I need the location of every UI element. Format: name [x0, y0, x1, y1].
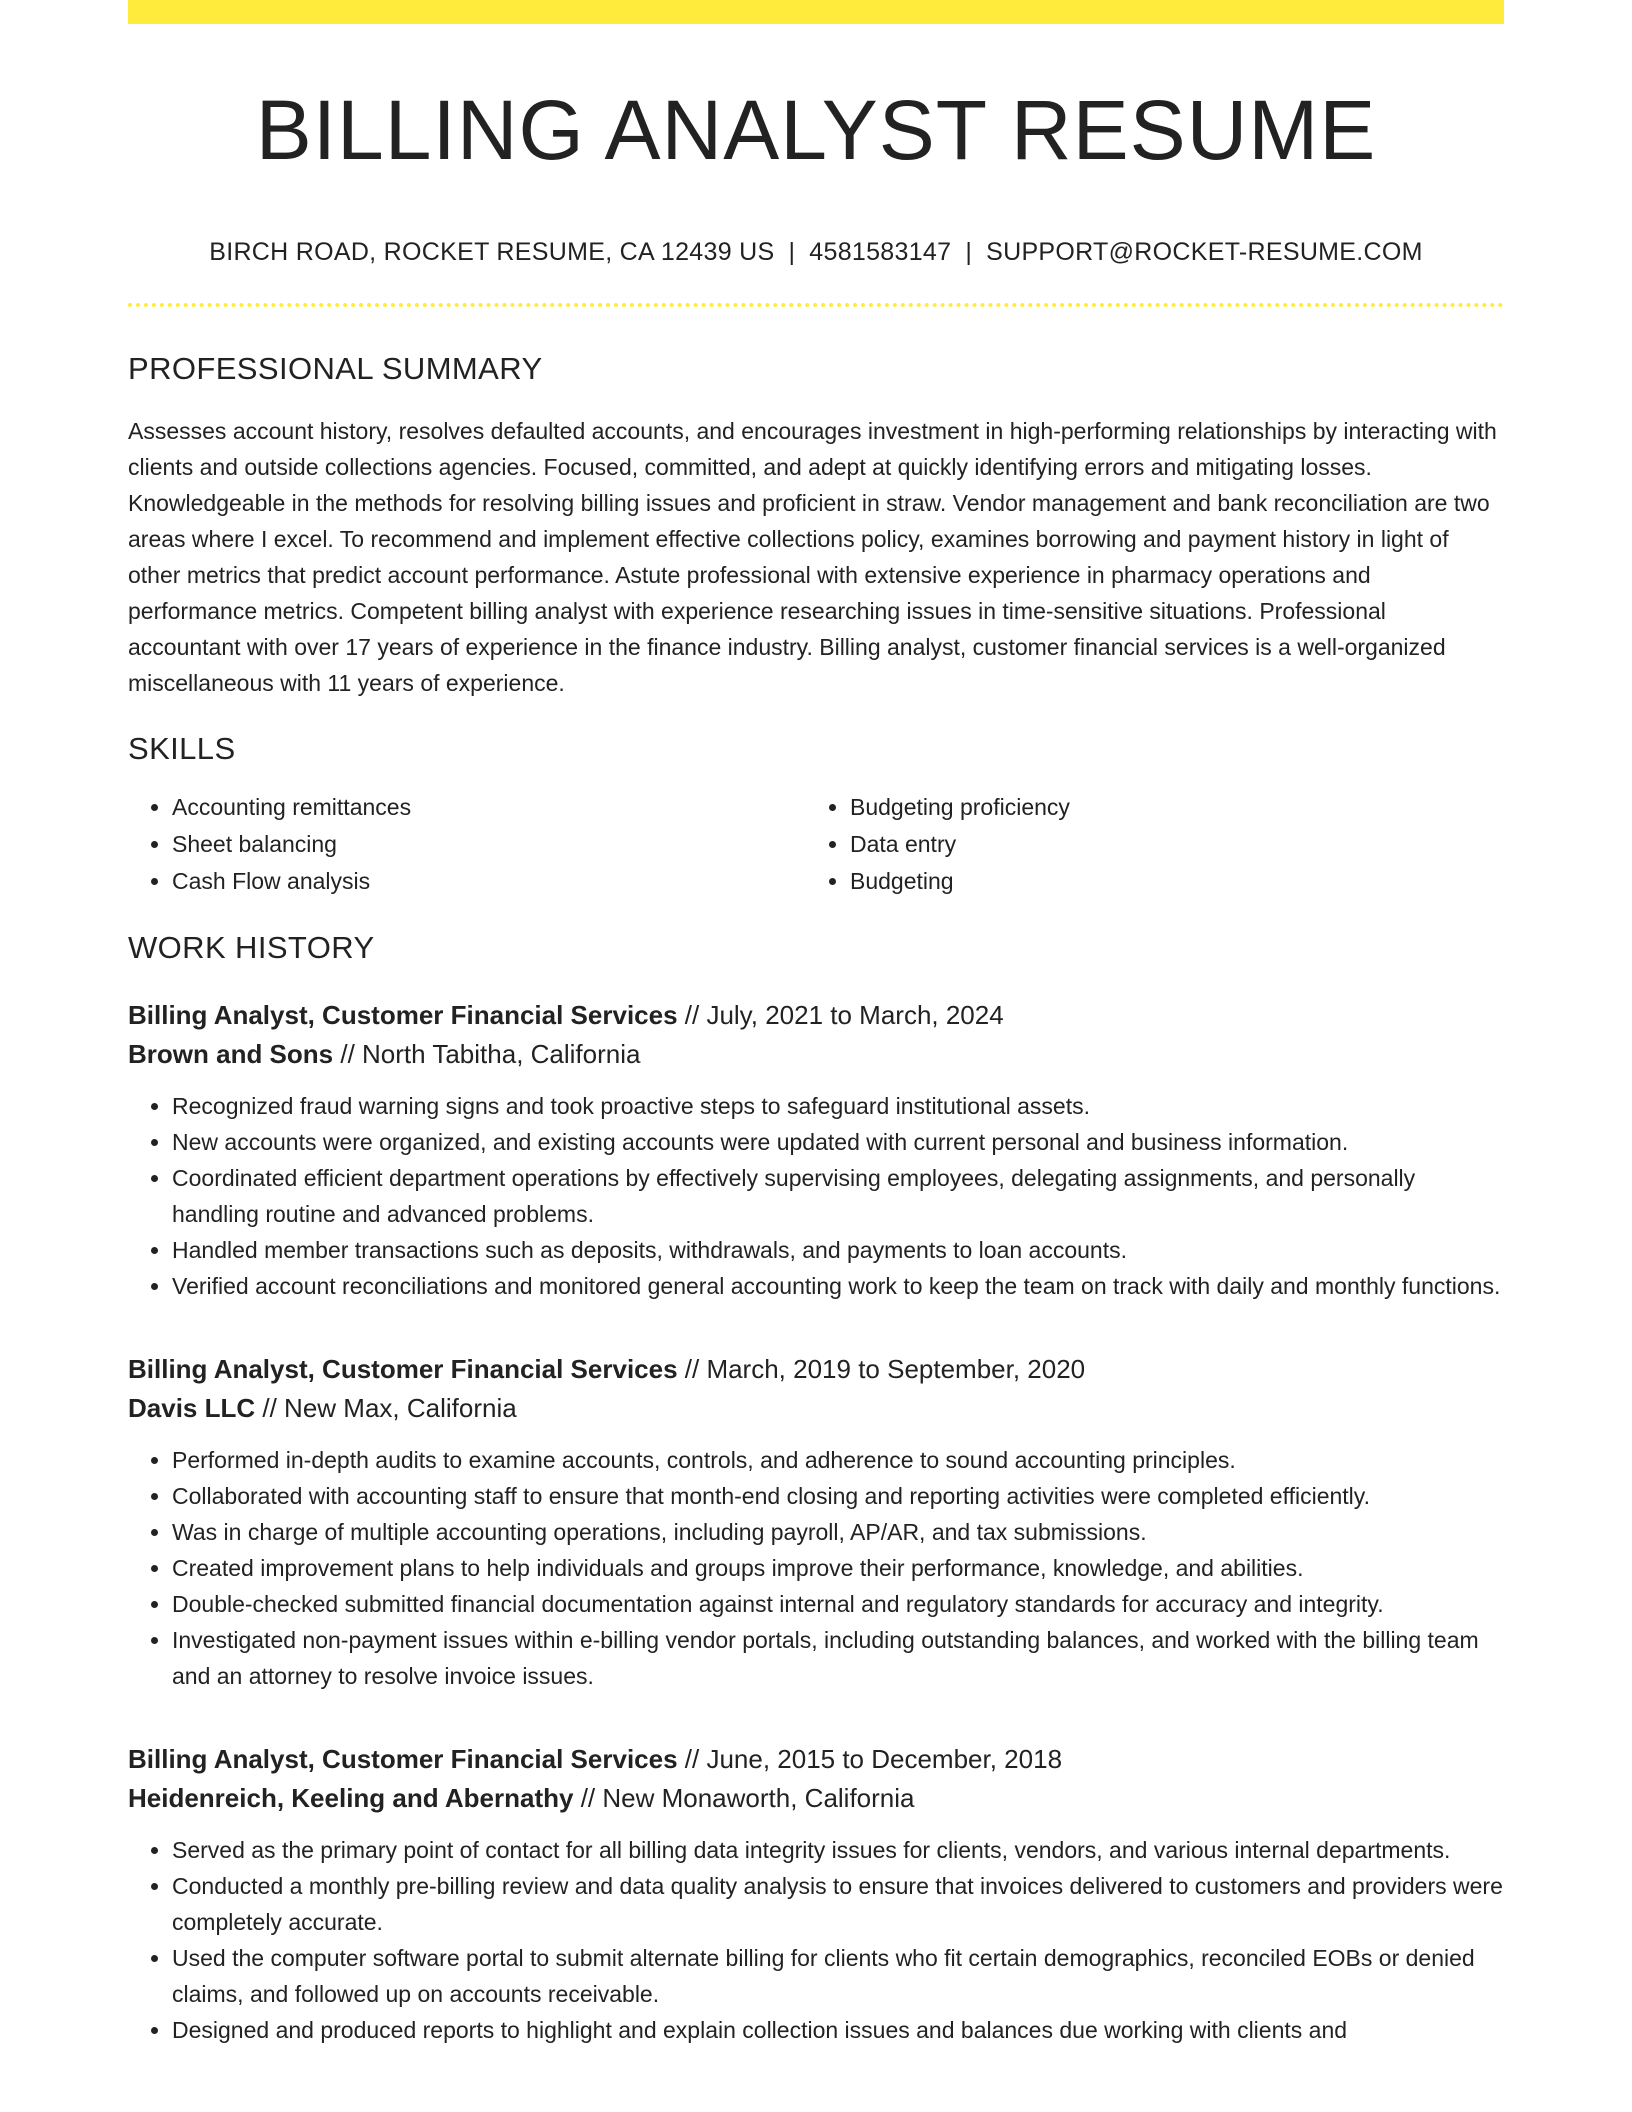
- skill-item: • Cash Flow analysis: [172, 863, 806, 900]
- job-company: Heidenreich, Keeling and Abernathy: [128, 1783, 574, 1814]
- job-bullet: • Was in charge of multiple accounting operations, including payroll, AP/AR, and tax submissions.: [172, 1514, 1504, 1550]
- skill-item: • Budgeting: [850, 863, 1484, 900]
- contact-separator: |: [965, 238, 973, 267]
- skills-column-left: [128, 789, 806, 900]
- contact-address: BIRCH ROAD, ROCKET RESUME, CA 12439 US: [209, 238, 775, 267]
- skills-heading: SKILLS: [128, 731, 236, 767]
- job-bullets: [128, 1832, 1504, 2048]
- job-location: // New Max, California: [255, 1393, 517, 1424]
- job-dates: // March, 2019 to September, 2020: [677, 1354, 1086, 1385]
- job-bullet: • Double-checked submitted financial documentation against internal and regulatory standards for accuracy and integrity.: [172, 1586, 1504, 1622]
- job-bullet: • Handled member transactions such as deposits, withdrawals, and payments to loan accounts.: [172, 1232, 1504, 1268]
- job-company: Davis LLC: [128, 1393, 256, 1424]
- job-location: // New Monaworth, California: [573, 1783, 915, 1814]
- resume-title: BILLING ANALYST RESUME: [255, 83, 1377, 177]
- job-dates: // July, 2021 to March, 2024: [677, 1000, 1004, 1031]
- skill-item: • Accounting remittances: [172, 789, 806, 826]
- job-title-line: [128, 1350, 1504, 1389]
- skills-list: [128, 789, 1504, 900]
- job-entry: [128, 996, 1504, 1304]
- accent-top-bar: [128, 0, 1504, 24]
- job-company-line: [128, 1779, 1504, 1818]
- contact-line: [128, 238, 1504, 267]
- job-company-line: [128, 1035, 1504, 1074]
- job-bullet: • Investigated non-payment issues within e-billing vendor portals, including outstanding balances, and worked with the billing team and an attorney to resolve invoice issues.: [172, 1622, 1504, 1694]
- job-title-line: [128, 1740, 1504, 1779]
- job-bullet: • Recognized fraud warning signs and took proactive steps to safeguard institutional assets.: [172, 1088, 1504, 1124]
- work-history-heading: WORK HISTORY: [128, 930, 375, 966]
- job-company-line: [128, 1389, 1504, 1428]
- contact-email[interactable]: SUPPORT@ROCKET-RESUME.COM: [986, 238, 1423, 267]
- job-bullet: • Verified account reconciliations and monitored general accounting work to keep the team on track with daily and monthly functions.: [172, 1268, 1504, 1304]
- job-bullets: [128, 1088, 1504, 1304]
- job-bullets: [128, 1442, 1504, 1694]
- job-bullet: • Performed in-depth audits to examine accounts, controls, and adherence to sound accounting principles.: [172, 1442, 1504, 1478]
- job-entry: [128, 1350, 1504, 1694]
- contact-phone: 4581583147: [809, 238, 952, 267]
- job-entry: [128, 1740, 1504, 2048]
- job-role: Billing Analyst, Customer Financial Services: [128, 1000, 678, 1031]
- skill-item: • Budgeting proficiency: [850, 789, 1484, 826]
- resume-page: [128, 0, 1504, 2048]
- job-bullet: • Created improvement plans to help individuals and groups improve their performance, knowledge, and abilities.: [172, 1550, 1504, 1586]
- header-divider: [128, 303, 1504, 307]
- job-location: // North Tabitha, California: [333, 1039, 641, 1070]
- job-bullet: • Designed and produced reports to highlight and explain collection issues and balances due working with clients and: [172, 2012, 1504, 2048]
- job-bullet: • Conducted a monthly pre-billing review and data quality analysis to ensure that invoices delivered to customers and providers were completely accurate.: [172, 1868, 1504, 1940]
- job-company: Brown and Sons: [128, 1039, 334, 1070]
- skill-item: • Sheet balancing: [172, 826, 806, 863]
- skill-item: • Data entry: [850, 826, 1484, 863]
- job-bullet: • New accounts were organized, and existing accounts were updated with current personal and business information.: [172, 1124, 1504, 1160]
- skills-column-right: [806, 789, 1484, 900]
- job-bullet: • Collaborated with accounting staff to ensure that month-end closing and reporting activities were completed efficiently.: [172, 1478, 1504, 1514]
- job-bullet: • Coordinated efficient department operations by effectively supervising employees, delegating assignments, and personally handling routine and advanced problems.: [172, 1160, 1504, 1232]
- job-bullet: • Served as the primary point of contact for all billing data integrity issues for clients, vendors, and various internal departments.: [172, 1832, 1504, 1868]
- summary-text: Assesses account history, resolves defaulted accounts, and encourages investment in high-performing relationships by interacting with clients and outside collections agencies. Focused, committed, and adept at quickly identifying errors and mitigating losses. Knowledgeable in the methods for resolving billing issues and proficient in straw. Vendor management and bank reconciliation are two areas where I excel. To recommend and implement effective collections policy, examines borrowing and payment history in light of other metrics that predict account performance. Astute professional with extensive experience in pharmacy operations and performance metrics. Competent billing analyst with experience researching issues in time-sensitive situations. Professional accountant with over 17 years of experience in the finance industry. Billing analyst, customer financial services is a well-organized miscellaneous with 11 years of experience.: [128, 418, 1497, 697]
- job-dates: // June, 2015 to December, 2018: [677, 1744, 1063, 1775]
- contact-separator: |: [788, 238, 796, 267]
- job-title-line: [128, 996, 1504, 1035]
- job-bullet: • Used the computer software portal to submit alternate billing for clients who fit certain demographics, reconciled EOBs or denied claims, and followed up on accounts receivable.: [172, 1940, 1504, 2012]
- job-role: Billing Analyst, Customer Financial Services: [128, 1744, 678, 1775]
- job-role: Billing Analyst, Customer Financial Services: [128, 1354, 678, 1385]
- summary-heading: PROFESSIONAL SUMMARY: [128, 351, 543, 387]
